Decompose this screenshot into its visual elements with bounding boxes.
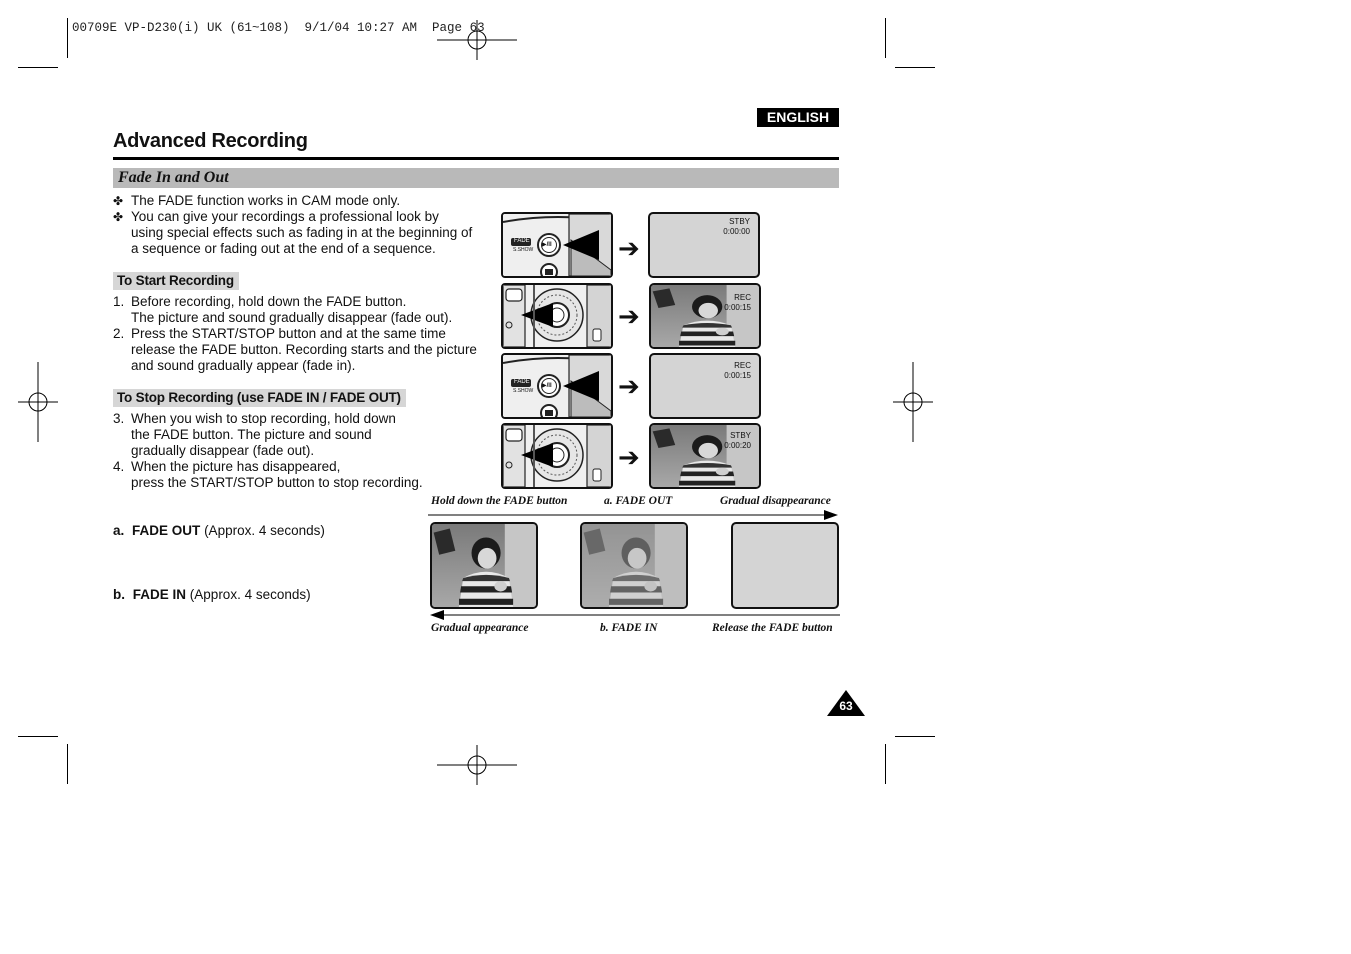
camera-side-icon [503,285,613,347]
step-number: 4. [113,459,125,474]
right-arrow-icon: ➔ [618,301,640,331]
camera-top-icon [503,355,613,417]
lcd-status: REC [734,361,751,370]
fade-frame-blank [731,522,839,609]
timeline-caption: b. FADE IN [600,622,658,634]
fade-duration: (Approx. 4 seconds) [189,587,311,602]
lcd-screen [649,283,761,349]
timeline-caption: Hold down the FADE button [431,495,568,507]
fade-in-arrow-icon [428,609,840,621]
fade-letter: b. [113,587,125,602]
lcd-screen [649,353,761,419]
crop-mark [885,744,886,784]
crop-mark [67,18,68,58]
page-number: 63 [839,699,853,713]
intro-text: The FADE function works in CAM mode only. [131,193,401,208]
stop-recording-heading: To Stop Recording (use FADE IN / FADE OUT) [113,389,406,407]
crop-mark [885,18,886,58]
intro-text: You can give your recordings a professional look by using special effects such as fading in at the beginning of a sequence or fading out at the end of a sequence. [131,209,473,257]
lcd-status: STBY [729,217,750,226]
step-text: Before recording, hold down the FADE button. The picture and sound gradually disappear (fade out). [131,294,453,326]
crop-mark [18,67,58,68]
step-item [113,411,413,460]
crop-mark [67,744,68,784]
language-tab: ENGLISH [757,108,839,127]
crop-mark [18,736,58,737]
timeline-caption: Release the FADE button [712,622,833,634]
sshow-label: S.SHOW [513,247,534,253]
fade-label: FADE OUT [132,523,201,538]
section-title: Fade In and Out [118,169,229,186]
lcd-time: 0:00:15 [724,370,751,380]
timeline-caption: Gradual disappearance [720,495,831,507]
bullet-icon: ✤ [113,194,124,208]
lcd-osd [724,293,751,312]
lcd-osd [724,431,751,450]
step-item [113,326,478,375]
right-arrow-icon: ➔ [618,233,640,263]
print-slug: 00709E VP-D230(i) UK (61~108) 9/1/04 10:27 AM Page 63 [72,21,485,35]
fade-in-note [113,587,311,603]
lcd-screen [648,212,760,278]
play-pause-label: ▶/II [542,383,552,389]
bullet-icon: ✤ [113,210,124,224]
title-rule [113,157,839,160]
fade-button-label: FADE [514,238,530,244]
lcd-time: 0:00:00 [723,226,750,236]
step-text: When the picture has disappeared, press the START/STOP button to stop recording. [131,459,423,491]
step-number: 2. [113,326,125,341]
camera-fade-button-illustration [501,353,613,419]
registration-mark-icon [18,362,58,442]
child-photo-image [432,524,536,607]
fade-overlay [582,524,686,607]
lcd-osd [724,361,751,380]
lcd-status: REC [734,293,751,302]
step-item [113,459,423,491]
fade-out-note [113,523,325,539]
step-text: When you wish to stop recording, hold down the FADE button. The picture and sound gradually disappear (fade out). [131,411,396,459]
camera-top-icon [503,214,613,276]
fade-frame-mid [580,522,688,609]
start-recording-heading: To Start Recording [113,272,239,290]
page-title: Advanced Recording [113,130,308,152]
play-pause-label: ▶/II [542,242,552,248]
step-item [113,294,478,326]
lcd-screen [649,423,761,489]
intro-bullet [113,193,473,209]
right-arrow-icon: ➔ [618,442,640,472]
lcd-osd [723,217,750,236]
fade-out-arrow-icon [428,509,840,521]
timeline-caption: Gradual appearance [431,622,529,634]
step-text: Press the START/STOP button and at the same time release the FADE button. Recording starts and the picture and sound gradually appear (fade in). [131,326,477,374]
fade-frame-full [430,522,538,609]
camera-fade-button-illustration [501,212,613,278]
step-number: 3. [113,411,125,426]
registration-mark-icon [893,362,933,442]
camera-start-stop-illustration [501,283,613,349]
registration-mark-icon [437,745,517,785]
lcd-status: STBY [730,431,751,440]
fade-label: FADE IN [132,587,187,602]
right-arrow-icon: ➔ [618,371,640,401]
step-number: 1. [113,294,125,309]
timeline-caption: a. FADE OUT [604,495,673,507]
fade-letter: a. [113,523,125,538]
crop-mark [895,67,935,68]
camera-start-stop-illustration [501,423,613,489]
fade-duration: (Approx. 4 seconds) [204,523,325,538]
fade-button-label: FADE [514,379,530,385]
crop-mark [895,736,935,737]
lcd-time: 0:00:20 [724,440,751,450]
camera-side-icon [503,425,613,487]
lcd-time: 0:00:15 [724,302,751,312]
intro-bullet [113,209,473,258]
sshow-label: S.SHOW [513,388,534,394]
